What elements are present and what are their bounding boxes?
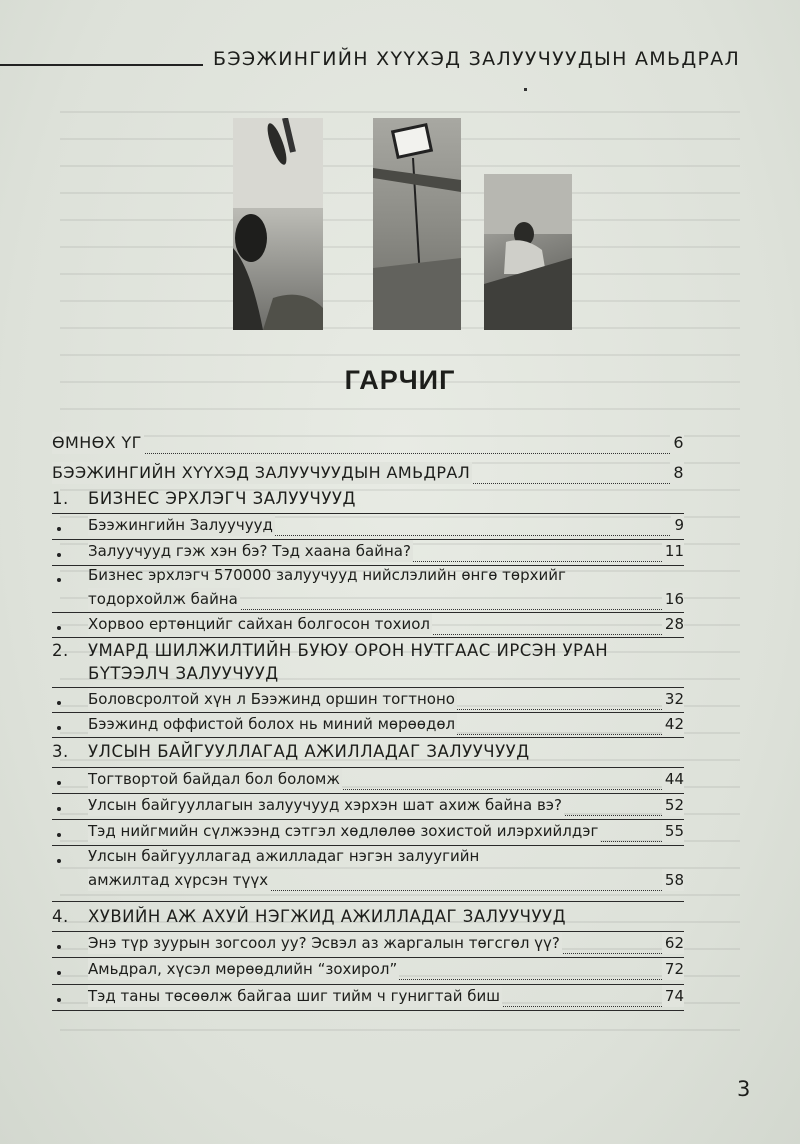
section-rule bbox=[52, 737, 684, 738]
bullet-icon bbox=[57, 578, 61, 582]
section-number: 4. bbox=[52, 907, 69, 926]
bullet-icon bbox=[57, 726, 61, 730]
toc-entry-page: 62 bbox=[662, 932, 684, 954]
bullet-icon bbox=[57, 859, 61, 863]
toc-entry[interactable] bbox=[88, 767, 684, 790]
toc-entry-page: 9 bbox=[671, 514, 684, 536]
entry-rule bbox=[52, 1010, 684, 1011]
toc-entry-label: Тэд таны төсөөлж байгаа шиг тийм ч гунигтай биш bbox=[88, 987, 500, 1005]
bullet-icon bbox=[57, 781, 61, 785]
bullet-icon bbox=[57, 527, 61, 531]
section-heading-4[interactable] bbox=[52, 907, 566, 926]
entry-rule bbox=[52, 845, 684, 846]
toc-entry-page: 28 bbox=[662, 613, 684, 635]
page-number: 3 bbox=[737, 1077, 751, 1101]
toc-entry[interactable] bbox=[88, 868, 684, 891]
toc-entry-page: 8 bbox=[670, 462, 684, 484]
toc-entry[interactable] bbox=[88, 612, 684, 635]
toc-entry-main[interactable] bbox=[52, 461, 684, 484]
toc-entry-page: 58 bbox=[662, 869, 684, 891]
toc-entry-page: 42 bbox=[662, 713, 684, 735]
toc-entry-label: Тогтвортой байдал бол боломж bbox=[88, 770, 340, 788]
toc-entry-page: 32 bbox=[662, 688, 684, 710]
toc-entry[interactable] bbox=[88, 513, 684, 536]
section-title: УМАРД ШИЛЖИЛТИЙН БУЮУ ОРОН НУТГААС ИРСЭН УРАН bbox=[88, 641, 609, 660]
toc-entry-page: 74 bbox=[662, 985, 684, 1007]
toc-entry[interactable] bbox=[88, 712, 684, 735]
bullet-icon bbox=[57, 701, 61, 705]
section-number: 3. bbox=[52, 742, 69, 761]
toc-entry-label: Залуучууд гэж хэн бэ? Тэд хаана байна? bbox=[88, 542, 411, 560]
toc-entry-page: 55 bbox=[662, 820, 684, 842]
toc-entry-label-line1: Улсын байгууллагад ажилладаг нэгэн залуугийн bbox=[88, 847, 480, 865]
toc-entry[interactable] bbox=[88, 539, 684, 562]
toc-title: ГАРЧИГ bbox=[344, 365, 456, 395]
section-title: БИЗНЕС ЭРХЛЭГЧ ЗАЛУУЧУУД bbox=[88, 489, 356, 508]
section-number: 2. bbox=[52, 641, 69, 660]
toc-entry-page: 6 bbox=[670, 432, 684, 454]
toc-entry-label: Энэ түр зуурын зогсоол уу? Эсвэл аз жаргалын төгсгөл үү? bbox=[88, 934, 560, 952]
section-heading-3[interactable] bbox=[52, 742, 530, 761]
bullet-icon bbox=[57, 553, 61, 557]
toc-entry-page: 16 bbox=[662, 588, 684, 610]
toc-entry-page: 72 bbox=[662, 958, 684, 980]
section-title: ХУВИЙН АЖ АХУЙ НЭГЖИД АЖИЛЛАДАГ ЗАЛУУЧУУД bbox=[88, 907, 566, 926]
toc-entry[interactable] bbox=[88, 687, 684, 710]
toc-entry[interactable] bbox=[88, 931, 684, 954]
toc-entry-foreword[interactable] bbox=[52, 431, 684, 454]
toc-entry[interactable] bbox=[88, 819, 684, 842]
toc-entry[interactable] bbox=[88, 587, 684, 610]
section-heading-1[interactable] bbox=[52, 489, 356, 508]
toc-entry-label: Хорвоо ертөнцийг сайхан болгосон тохиол bbox=[88, 615, 430, 633]
toc-entry[interactable] bbox=[88, 984, 684, 1007]
toc-entry-label: Амьдрал, хүсэл мөрөөдлийн “зохирол” bbox=[88, 960, 398, 978]
toc-entry-label: Улсын байгууллагын залуучууд хэрхэн шат ахиж байна вэ? bbox=[88, 796, 562, 814]
toc-entry-label: Боловсролтой хүн л Бээжинд оршин тогтноно bbox=[88, 690, 455, 708]
bullet-icon bbox=[57, 833, 61, 837]
bullet-icon bbox=[57, 998, 61, 1002]
toc-entry-label: Тэд нийгмийн сүлжээнд сэтгэл хөдлөлөө зохистой илэрхийлдэг bbox=[88, 822, 599, 840]
toc-entry-page: 44 bbox=[662, 768, 684, 790]
bullet-icon bbox=[57, 807, 61, 811]
bullet-icon bbox=[57, 626, 61, 630]
toc-entry-label: тодорхойлж байна bbox=[88, 590, 238, 608]
toc-entry-page: 52 bbox=[662, 794, 684, 816]
toc-entry-label: Бээжинд оффистой болох нь миний мөрөөдөл bbox=[88, 715, 456, 733]
toc-entry-label: Бээжингийн Залуучууд bbox=[88, 516, 273, 534]
section-number: 1. bbox=[52, 489, 69, 508]
section-rule bbox=[52, 637, 684, 638]
toc-entry-label: ӨМНӨХ ҮГ bbox=[52, 433, 142, 452]
toc-entry[interactable] bbox=[88, 793, 684, 816]
toc-entry[interactable] bbox=[88, 957, 684, 980]
running-header: БЭЭЖИНГИЙН ХҮҮХЭД ЗАЛУУЧУУДЫН АМЬДРАЛ bbox=[213, 48, 741, 70]
toc-entry-label: БЭЭЖИНГИЙН ХҮҮХЭД ЗАЛУУЧУУДЫН АМЬДРАЛ bbox=[52, 463, 471, 482]
section-title: УЛСЫН БАЙГУУЛЛАГАД АЖИЛЛАДАГ ЗАЛУУЧУУД bbox=[88, 742, 530, 761]
toc-entry-label: амжилтад хүрсэн түүх bbox=[88, 871, 269, 889]
section-heading-2[interactable] bbox=[52, 641, 608, 660]
bullet-icon bbox=[57, 971, 61, 975]
toc-entry-page: 11 bbox=[662, 540, 684, 562]
toc-entry-label-line1: Бизнес эрхлэгч 570000 залуучууд нийслэлийн өнгө төрхийг bbox=[88, 566, 566, 584]
section-title-line2: БҮТЭЭЛЧ ЗАЛУУЧУУД bbox=[88, 664, 279, 683]
section-rule bbox=[52, 901, 684, 902]
bullet-icon bbox=[57, 945, 61, 949]
